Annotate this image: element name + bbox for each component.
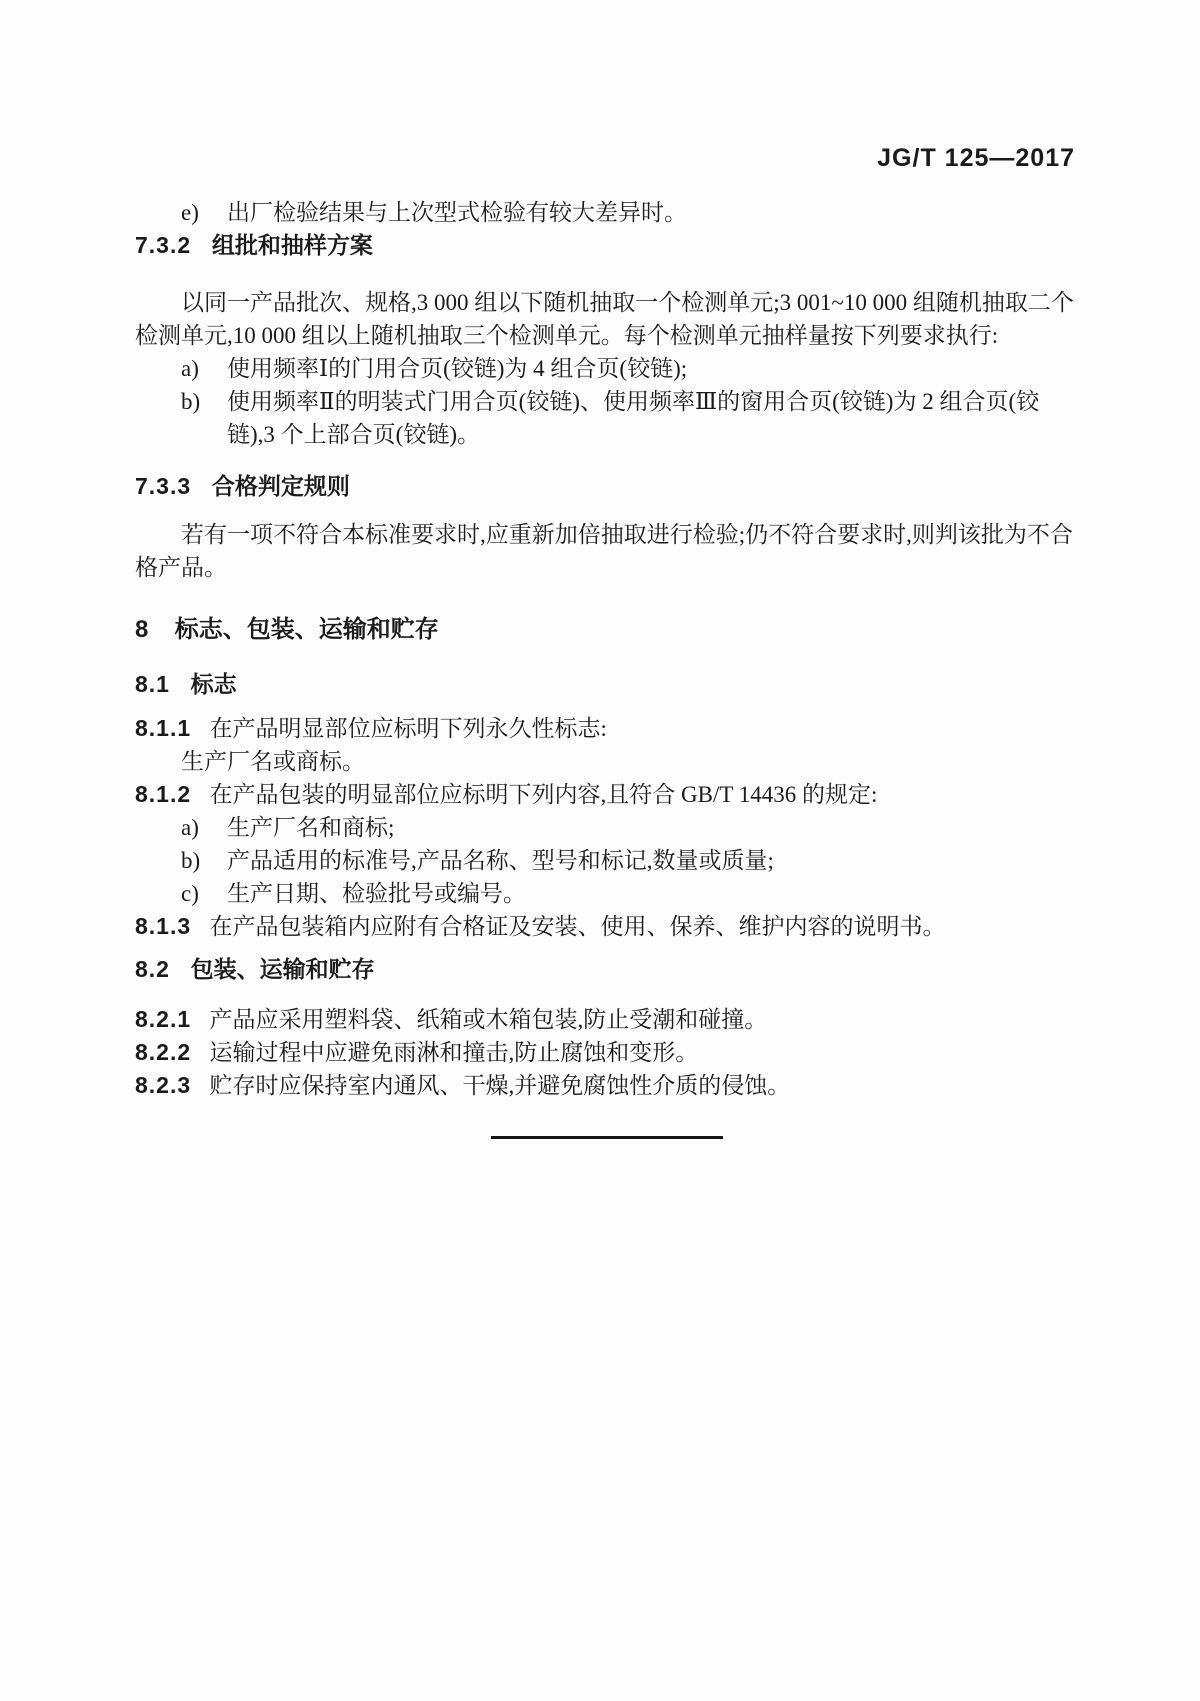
list-item-text: 生产日期、检验批号或编号。 xyxy=(227,881,526,906)
list-item-text: 生产厂名和商标; xyxy=(227,815,395,840)
clause-8-2-2 xyxy=(135,1036,1078,1069)
clause-number: 8.1 xyxy=(135,671,170,697)
clause-8-2-3 xyxy=(135,1069,1078,1102)
clause-text: 在产品包装箱内应附有合格证及安装、使用、保养、维护内容的说明书。 xyxy=(209,914,946,939)
list-item-label: e) xyxy=(181,200,199,225)
chapter-title: 标志、包装、运输和贮存 xyxy=(174,616,439,643)
list-item-label: a) xyxy=(181,815,199,840)
list-item-text: 出厂检验结果与上次型式检验有较大差异时。 xyxy=(227,200,687,225)
heading-chapter-8 xyxy=(135,612,1078,647)
clause-number: 8.1.3 xyxy=(135,913,192,939)
list-item-c-812 xyxy=(181,877,1078,910)
list-item-a-812 xyxy=(181,811,1078,844)
list-item-label: c) xyxy=(181,881,199,906)
clause-8-1-2 xyxy=(135,778,1078,811)
clause-text: 在产品明显部位应标明下列永久性标志: xyxy=(209,716,607,741)
clause-number: 7.3.2 xyxy=(135,232,192,258)
clause-8-1-3 xyxy=(135,910,1078,943)
list-item-label: b) xyxy=(181,389,201,414)
list-item-label: b) xyxy=(181,848,201,873)
clause-text: 在产品包装的明显部位应标明下列内容,且符合 GB/T 14436 的规定: xyxy=(209,782,878,807)
clause-8-2-1 xyxy=(135,1003,1078,1036)
clause-number: 8.2.3 xyxy=(135,1072,192,1098)
clause-title: 合格判定规则 xyxy=(211,473,350,499)
clause-8-1-1-subline: 生产厂名或商标。 xyxy=(181,749,365,774)
paragraph-7-3-2: 以同一产品批次、规格,3 000 组以下随机抽取一个检测单元;3 001~10 000 组随机抽取二个检测单元,10 000 组以上随机抽取三个检测单元。每个检测单元抽样量按下列要求执行: xyxy=(135,290,1074,348)
list-item-a-732 xyxy=(181,352,1078,385)
clause-text: 运输过程中应避免雨淋和撞击,防止腐蚀和变形。 xyxy=(209,1040,699,1065)
heading-7-3-3 xyxy=(135,470,1078,503)
clause-number: 8.2.2 xyxy=(135,1039,192,1065)
list-item-text: 使用频率Ⅱ的明装式门用合页(铰链)、使用频率Ⅲ的窗用合页(铰链)为 2 组合页(铰链),3 个上部合页(铰链)。 xyxy=(227,389,1040,447)
clause-text: 贮存时应保持室内通风、干燥,并避免腐蚀性介质的侵蚀。 xyxy=(209,1073,791,1098)
clause-number: 7.3.3 xyxy=(135,473,192,499)
document-content xyxy=(0,196,1200,1139)
clause-number: 8.1.1 xyxy=(135,715,192,741)
clause-title: 标志 xyxy=(190,671,237,697)
clause-number: 8.1.2 xyxy=(135,781,192,807)
clause-number: 8.2 xyxy=(135,956,170,982)
list-item-text: 使用频率Ⅰ的门用合页(铰链)为 4 组合页(铰链); xyxy=(227,356,688,381)
list-item-b-812 xyxy=(181,844,1078,877)
list-item-text: 产品适用的标准号,产品名称、型号和标记,数量或质量; xyxy=(227,848,774,873)
clause-number: 8.2.1 xyxy=(135,1006,192,1032)
clause-8-1-1 xyxy=(135,712,1078,745)
clause-title: 组批和抽样方案 xyxy=(211,232,373,258)
heading-8-1 xyxy=(135,668,1078,701)
list-item-label: a) xyxy=(181,356,199,381)
paragraph-7-3-3: 若有一项不符合本标准要求时,应重新加倍抽取进行检验;仍不符合要求时,则判该批为不合格产品。 xyxy=(135,522,1073,580)
list-item-b-732 xyxy=(181,385,1078,451)
heading-8-2 xyxy=(135,953,1078,986)
clause-text: 产品应采用塑料袋、纸箱或木箱包装,防止受潮和碰撞。 xyxy=(209,1007,768,1032)
clause-title: 包装、运输和贮存 xyxy=(190,956,375,982)
standard-number: JG/T 125—2017 xyxy=(877,144,1075,172)
list-item-e xyxy=(181,196,1078,229)
end-of-document-rule xyxy=(491,1136,723,1139)
heading-7-3-2 xyxy=(135,229,1078,262)
chapter-number: 8 xyxy=(135,616,149,643)
